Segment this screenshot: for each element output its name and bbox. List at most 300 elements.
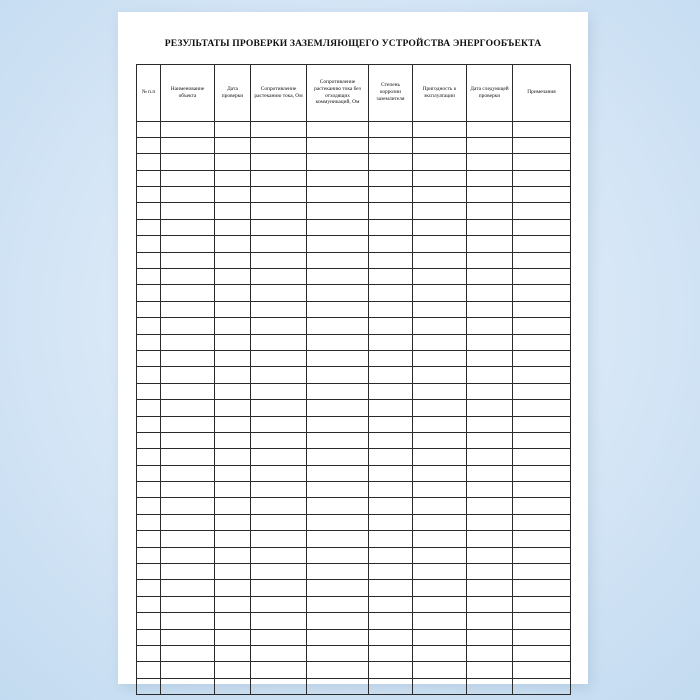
table-cell-no[interactable] <box>137 465 161 481</box>
table-cell-notes[interactable] <box>513 498 571 514</box>
table-cell-spread_resistance_no_conductors[interactable] <box>307 121 369 137</box>
table-row[interactable] <box>137 318 571 334</box>
table-cell-spread_resistance[interactable] <box>251 187 307 203</box>
table-cell-notes[interactable] <box>513 301 571 317</box>
table-cell-corrosion_degree[interactable] <box>369 465 413 481</box>
table-cell-next_check_date[interactable] <box>467 187 513 203</box>
table-cell-fitness[interactable] <box>413 187 467 203</box>
table-cell-notes[interactable] <box>513 170 571 186</box>
table-cell-spread_resistance[interactable] <box>251 416 307 432</box>
table-cell-notes[interactable] <box>513 203 571 219</box>
table-cell-spread_resistance[interactable] <box>251 301 307 317</box>
table-cell-corrosion_degree[interactable] <box>369 400 413 416</box>
table-cell-notes[interactable] <box>513 367 571 383</box>
table-cell-fitness[interactable] <box>413 121 467 137</box>
table-cell-no[interactable] <box>137 252 161 268</box>
table-cell-spread_resistance[interactable] <box>251 498 307 514</box>
table-cell-object_name[interactable] <box>161 432 215 448</box>
table-cell-spread_resistance_no_conductors[interactable] <box>307 203 369 219</box>
table-row[interactable] <box>137 219 571 235</box>
table-cell-fitness[interactable] <box>413 137 467 153</box>
table-cell-no[interactable] <box>137 318 161 334</box>
table-cell-spread_resistance_no_conductors[interactable] <box>307 514 369 530</box>
table-row[interactable] <box>137 121 571 137</box>
table-cell-next_check_date[interactable] <box>467 596 513 612</box>
table-cell-notes[interactable] <box>513 154 571 170</box>
table-cell-notes[interactable] <box>513 432 571 448</box>
table-cell-fitness[interactable] <box>413 564 467 580</box>
table-cell-spread_resistance[interactable] <box>251 154 307 170</box>
table-cell-notes[interactable] <box>513 383 571 399</box>
table-cell-fitness[interactable] <box>413 416 467 432</box>
table-cell-notes[interactable] <box>513 269 571 285</box>
table-cell-fitness[interactable] <box>413 252 467 268</box>
table-cell-no[interactable] <box>137 137 161 153</box>
table-cell-notes[interactable] <box>513 350 571 366</box>
table-cell-no[interactable] <box>137 154 161 170</box>
table-cell-spread_resistance[interactable] <box>251 580 307 596</box>
table-cell-notes[interactable] <box>513 629 571 645</box>
table-cell-check_date[interactable] <box>215 482 251 498</box>
table-cell-notes[interactable] <box>513 252 571 268</box>
table-cell-notes[interactable] <box>513 596 571 612</box>
table-cell-fitness[interactable] <box>413 596 467 612</box>
table-cell-no[interactable] <box>137 170 161 186</box>
table-cell-object_name[interactable] <box>161 580 215 596</box>
table-cell-corrosion_degree[interactable] <box>369 449 413 465</box>
table-cell-corrosion_degree[interactable] <box>369 285 413 301</box>
table-cell-next_check_date[interactable] <box>467 252 513 268</box>
table-cell-check_date[interactable] <box>215 514 251 530</box>
table-cell-fitness[interactable] <box>413 285 467 301</box>
table-cell-spread_resistance[interactable] <box>251 449 307 465</box>
table-cell-fitness[interactable] <box>413 498 467 514</box>
table-cell-spread_resistance_no_conductors[interactable] <box>307 646 369 662</box>
table-cell-corrosion_degree[interactable] <box>369 547 413 563</box>
table-row[interactable] <box>137 449 571 465</box>
table-cell-notes[interactable] <box>513 482 571 498</box>
table-cell-object_name[interactable] <box>161 367 215 383</box>
table-cell-fitness[interactable] <box>413 383 467 399</box>
table-cell-next_check_date[interactable] <box>467 514 513 530</box>
table-cell-spread_resistance_no_conductors[interactable] <box>307 580 369 596</box>
table-cell-corrosion_degree[interactable] <box>369 203 413 219</box>
table-cell-corrosion_degree[interactable] <box>369 580 413 596</box>
table-cell-check_date[interactable] <box>215 416 251 432</box>
table-cell-check_date[interactable] <box>215 252 251 268</box>
table-cell-next_check_date[interactable] <box>467 203 513 219</box>
table-cell-no[interactable] <box>137 580 161 596</box>
table-cell-check_date[interactable] <box>215 678 251 694</box>
table-cell-next_check_date[interactable] <box>467 219 513 235</box>
table-cell-object_name[interactable] <box>161 383 215 399</box>
table-cell-fitness[interactable] <box>413 514 467 530</box>
table-cell-corrosion_degree[interactable] <box>369 367 413 383</box>
table-cell-check_date[interactable] <box>215 596 251 612</box>
table-cell-object_name[interactable] <box>161 400 215 416</box>
table-cell-fitness[interactable] <box>413 580 467 596</box>
table-cell-spread_resistance_no_conductors[interactable] <box>307 400 369 416</box>
table-cell-spread_resistance[interactable] <box>251 285 307 301</box>
table-row[interactable] <box>137 187 571 203</box>
table-cell-next_check_date[interactable] <box>467 531 513 547</box>
table-cell-corrosion_degree[interactable] <box>369 514 413 530</box>
table-cell-next_check_date[interactable] <box>467 285 513 301</box>
table-cell-corrosion_degree[interactable] <box>369 629 413 645</box>
table-cell-next_check_date[interactable] <box>467 301 513 317</box>
table-cell-notes[interactable] <box>513 187 571 203</box>
table-cell-spread_resistance_no_conductors[interactable] <box>307 301 369 317</box>
table-cell-notes[interactable] <box>513 285 571 301</box>
table-row[interactable] <box>137 646 571 662</box>
table-cell-object_name[interactable] <box>161 596 215 612</box>
table-cell-check_date[interactable] <box>215 367 251 383</box>
table-cell-notes[interactable] <box>513 449 571 465</box>
table-row[interactable] <box>137 514 571 530</box>
table-cell-corrosion_degree[interactable] <box>369 678 413 694</box>
table-cell-check_date[interactable] <box>215 121 251 137</box>
table-cell-object_name[interactable] <box>161 203 215 219</box>
table-cell-spread_resistance_no_conductors[interactable] <box>307 629 369 645</box>
table-cell-next_check_date[interactable] <box>467 547 513 563</box>
table-cell-object_name[interactable] <box>161 269 215 285</box>
table-cell-next_check_date[interactable] <box>467 269 513 285</box>
table-row[interactable] <box>137 269 571 285</box>
table-cell-corrosion_degree[interactable] <box>369 596 413 612</box>
table-cell-spread_resistance_no_conductors[interactable] <box>307 596 369 612</box>
table-cell-fitness[interactable] <box>413 367 467 383</box>
table-cell-spread_resistance_no_conductors[interactable] <box>307 465 369 481</box>
table-cell-spread_resistance[interactable] <box>251 252 307 268</box>
table-cell-corrosion_degree[interactable] <box>369 252 413 268</box>
table-cell-spread_resistance_no_conductors[interactable] <box>307 170 369 186</box>
table-cell-corrosion_degree[interactable] <box>369 187 413 203</box>
table-row[interactable] <box>137 252 571 268</box>
table-cell-object_name[interactable] <box>161 678 215 694</box>
table-row[interactable] <box>137 482 571 498</box>
table-cell-corrosion_degree[interactable] <box>369 613 413 629</box>
table-cell-spread_resistance_no_conductors[interactable] <box>307 137 369 153</box>
table-cell-check_date[interactable] <box>215 629 251 645</box>
table-cell-check_date[interactable] <box>215 236 251 252</box>
table-row[interactable] <box>137 236 571 252</box>
table-cell-object_name[interactable] <box>161 301 215 317</box>
table-cell-spread_resistance_no_conductors[interactable] <box>307 482 369 498</box>
table-cell-no[interactable] <box>137 121 161 137</box>
table-cell-check_date[interactable] <box>215 383 251 399</box>
table-cell-next_check_date[interactable] <box>467 662 513 678</box>
table-cell-spread_resistance_no_conductors[interactable] <box>307 613 369 629</box>
table-cell-no[interactable] <box>137 498 161 514</box>
table-cell-fitness[interactable] <box>413 547 467 563</box>
table-cell-notes[interactable] <box>513 678 571 694</box>
table-cell-next_check_date[interactable] <box>467 498 513 514</box>
table-cell-notes[interactable] <box>513 400 571 416</box>
table-cell-no[interactable] <box>137 547 161 563</box>
table-cell-no[interactable] <box>137 203 161 219</box>
table-cell-fitness[interactable] <box>413 219 467 235</box>
table-cell-notes[interactable] <box>513 334 571 350</box>
table-cell-fitness[interactable] <box>413 170 467 186</box>
table-cell-object_name[interactable] <box>161 613 215 629</box>
table-cell-next_check_date[interactable] <box>467 678 513 694</box>
table-row[interactable] <box>137 531 571 547</box>
table-cell-object_name[interactable] <box>161 252 215 268</box>
table-cell-check_date[interactable] <box>215 432 251 448</box>
table-cell-no[interactable] <box>137 514 161 530</box>
table-cell-fitness[interactable] <box>413 318 467 334</box>
table-cell-no[interactable] <box>137 269 161 285</box>
table-cell-spread_resistance_no_conductors[interactable] <box>307 318 369 334</box>
table-row[interactable] <box>137 400 571 416</box>
table-cell-fitness[interactable] <box>413 531 467 547</box>
table-cell-corrosion_degree[interactable] <box>369 154 413 170</box>
table-cell-corrosion_degree[interactable] <box>369 350 413 366</box>
table-cell-no[interactable] <box>137 482 161 498</box>
table-cell-spread_resistance_no_conductors[interactable] <box>307 252 369 268</box>
table-cell-no[interactable] <box>137 662 161 678</box>
table-cell-spread_resistance[interactable] <box>251 170 307 186</box>
table-cell-fitness[interactable] <box>413 646 467 662</box>
table-cell-spread_resistance_no_conductors[interactable] <box>307 498 369 514</box>
table-cell-corrosion_degree[interactable] <box>369 219 413 235</box>
table-cell-spread_resistance_no_conductors[interactable] <box>307 432 369 448</box>
table-cell-fitness[interactable] <box>413 465 467 481</box>
table-row[interactable] <box>137 154 571 170</box>
table-row[interactable] <box>137 596 571 612</box>
table-cell-no[interactable] <box>137 416 161 432</box>
table-cell-next_check_date[interactable] <box>467 629 513 645</box>
table-cell-no[interactable] <box>137 285 161 301</box>
table-cell-next_check_date[interactable] <box>467 482 513 498</box>
table-cell-spread_resistance[interactable] <box>251 269 307 285</box>
table-cell-spread_resistance[interactable] <box>251 350 307 366</box>
table-cell-check_date[interactable] <box>215 154 251 170</box>
table-cell-corrosion_degree[interactable] <box>369 318 413 334</box>
table-cell-next_check_date[interactable] <box>467 613 513 629</box>
table-cell-notes[interactable] <box>513 646 571 662</box>
table-cell-next_check_date[interactable] <box>467 646 513 662</box>
table-row[interactable] <box>137 629 571 645</box>
table-cell-notes[interactable] <box>513 580 571 596</box>
table-cell-check_date[interactable] <box>215 187 251 203</box>
table-cell-object_name[interactable] <box>161 514 215 530</box>
table-cell-spread_resistance[interactable] <box>251 137 307 153</box>
table-cell-spread_resistance[interactable] <box>251 662 307 678</box>
table-cell-corrosion_degree[interactable] <box>369 662 413 678</box>
table-cell-check_date[interactable] <box>215 269 251 285</box>
table-cell-no[interactable] <box>137 383 161 399</box>
table-cell-check_date[interactable] <box>215 498 251 514</box>
table-cell-notes[interactable] <box>513 613 571 629</box>
table-cell-corrosion_degree[interactable] <box>369 269 413 285</box>
table-cell-spread_resistance[interactable] <box>251 629 307 645</box>
table-cell-spread_resistance[interactable] <box>251 219 307 235</box>
table-cell-spread_resistance_no_conductors[interactable] <box>307 662 369 678</box>
table-cell-spread_resistance[interactable] <box>251 678 307 694</box>
table-cell-spread_resistance[interactable] <box>251 432 307 448</box>
table-cell-notes[interactable] <box>513 137 571 153</box>
table-cell-object_name[interactable] <box>161 121 215 137</box>
table-cell-check_date[interactable] <box>215 662 251 678</box>
table-cell-object_name[interactable] <box>161 219 215 235</box>
table-cell-spread_resistance_no_conductors[interactable] <box>307 187 369 203</box>
table-cell-fitness[interactable] <box>413 350 467 366</box>
table-cell-corrosion_degree[interactable] <box>369 383 413 399</box>
table-cell-object_name[interactable] <box>161 187 215 203</box>
table-cell-check_date[interactable] <box>215 350 251 366</box>
table-cell-notes[interactable] <box>513 121 571 137</box>
table-cell-object_name[interactable] <box>161 449 215 465</box>
table-cell-object_name[interactable] <box>161 137 215 153</box>
table-cell-fitness[interactable] <box>413 269 467 285</box>
table-cell-spread_resistance[interactable] <box>251 613 307 629</box>
table-cell-object_name[interactable] <box>161 498 215 514</box>
table-cell-next_check_date[interactable] <box>467 449 513 465</box>
table-cell-corrosion_degree[interactable] <box>369 416 413 432</box>
table-cell-no[interactable] <box>137 449 161 465</box>
table-cell-spread_resistance_no_conductors[interactable] <box>307 236 369 252</box>
table-cell-check_date[interactable] <box>215 613 251 629</box>
table-row[interactable] <box>137 301 571 317</box>
table-cell-fitness[interactable] <box>413 449 467 465</box>
table-cell-fitness[interactable] <box>413 662 467 678</box>
table-cell-corrosion_degree[interactable] <box>369 432 413 448</box>
table-cell-no[interactable] <box>137 187 161 203</box>
table-cell-corrosion_degree[interactable] <box>369 137 413 153</box>
table-row[interactable] <box>137 580 571 596</box>
table-cell-check_date[interactable] <box>215 219 251 235</box>
table-cell-corrosion_degree[interactable] <box>369 498 413 514</box>
table-cell-no[interactable] <box>137 334 161 350</box>
table-cell-corrosion_degree[interactable] <box>369 121 413 137</box>
table-row[interactable] <box>137 613 571 629</box>
table-cell-fitness[interactable] <box>413 203 467 219</box>
table-cell-fitness[interactable] <box>413 482 467 498</box>
table-cell-fitness[interactable] <box>413 334 467 350</box>
table-cell-spread_resistance[interactable] <box>251 236 307 252</box>
table-cell-object_name[interactable] <box>161 285 215 301</box>
table-cell-next_check_date[interactable] <box>467 236 513 252</box>
table-cell-spread_resistance_no_conductors[interactable] <box>307 350 369 366</box>
table-cell-spread_resistance_no_conductors[interactable] <box>307 416 369 432</box>
table-cell-next_check_date[interactable] <box>467 350 513 366</box>
table-cell-check_date[interactable] <box>215 137 251 153</box>
table-cell-corrosion_degree[interactable] <box>369 170 413 186</box>
table-cell-next_check_date[interactable] <box>467 318 513 334</box>
table-cell-notes[interactable] <box>513 662 571 678</box>
table-cell-spread_resistance[interactable] <box>251 318 307 334</box>
table-cell-next_check_date[interactable] <box>467 580 513 596</box>
table-cell-object_name[interactable] <box>161 350 215 366</box>
table-cell-check_date[interactable] <box>215 318 251 334</box>
table-cell-spread_resistance[interactable] <box>251 400 307 416</box>
table-cell-no[interactable] <box>137 236 161 252</box>
table-cell-fitness[interactable] <box>413 629 467 645</box>
table-cell-check_date[interactable] <box>215 285 251 301</box>
table-cell-object_name[interactable] <box>161 154 215 170</box>
table-cell-object_name[interactable] <box>161 482 215 498</box>
table-cell-next_check_date[interactable] <box>467 170 513 186</box>
table-cell-corrosion_degree[interactable] <box>369 482 413 498</box>
table-cell-no[interactable] <box>137 629 161 645</box>
table-cell-next_check_date[interactable] <box>467 564 513 580</box>
table-row[interactable] <box>137 367 571 383</box>
table-cell-notes[interactable] <box>513 219 571 235</box>
table-cell-fitness[interactable] <box>413 613 467 629</box>
table-row[interactable] <box>137 170 571 186</box>
table-cell-notes[interactable] <box>513 416 571 432</box>
table-row[interactable] <box>137 416 571 432</box>
table-cell-spread_resistance[interactable] <box>251 465 307 481</box>
table-cell-object_name[interactable] <box>161 662 215 678</box>
table-cell-next_check_date[interactable] <box>467 432 513 448</box>
table-row[interactable] <box>137 285 571 301</box>
table-cell-spread_resistance_no_conductors[interactable] <box>307 531 369 547</box>
table-cell-next_check_date[interactable] <box>467 383 513 399</box>
table-cell-check_date[interactable] <box>215 564 251 580</box>
table-cell-notes[interactable] <box>513 465 571 481</box>
table-cell-next_check_date[interactable] <box>467 400 513 416</box>
table-cell-next_check_date[interactable] <box>467 154 513 170</box>
table-cell-next_check_date[interactable] <box>467 334 513 350</box>
table-cell-spread_resistance[interactable] <box>251 334 307 350</box>
table-cell-fitness[interactable] <box>413 301 467 317</box>
table-cell-notes[interactable] <box>513 564 571 580</box>
table-cell-no[interactable] <box>137 350 161 366</box>
table-cell-check_date[interactable] <box>215 301 251 317</box>
table-row[interactable] <box>137 547 571 563</box>
table-cell-notes[interactable] <box>513 318 571 334</box>
table-cell-spread_resistance_no_conductors[interactable] <box>307 334 369 350</box>
table-cell-next_check_date[interactable] <box>467 121 513 137</box>
table-cell-check_date[interactable] <box>215 465 251 481</box>
table-cell-spread_resistance_no_conductors[interactable] <box>307 219 369 235</box>
table-cell-spread_resistance[interactable] <box>251 383 307 399</box>
table-cell-no[interactable] <box>137 367 161 383</box>
table-cell-corrosion_degree[interactable] <box>369 646 413 662</box>
table-row[interactable] <box>137 678 571 694</box>
table-row[interactable] <box>137 498 571 514</box>
table-cell-spread_resistance_no_conductors[interactable] <box>307 547 369 563</box>
table-cell-spread_resistance[interactable] <box>251 482 307 498</box>
table-cell-no[interactable] <box>137 646 161 662</box>
table-cell-check_date[interactable] <box>215 170 251 186</box>
table-cell-object_name[interactable] <box>161 334 215 350</box>
table-cell-next_check_date[interactable] <box>467 137 513 153</box>
table-row[interactable] <box>137 465 571 481</box>
table-cell-check_date[interactable] <box>215 449 251 465</box>
table-row[interactable] <box>137 662 571 678</box>
table-cell-spread_resistance[interactable] <box>251 646 307 662</box>
table-cell-object_name[interactable] <box>161 547 215 563</box>
table-cell-next_check_date[interactable] <box>467 416 513 432</box>
table-cell-corrosion_degree[interactable] <box>369 334 413 350</box>
table-row[interactable] <box>137 432 571 448</box>
table-cell-no[interactable] <box>137 678 161 694</box>
table-cell-spread_resistance_no_conductors[interactable] <box>307 383 369 399</box>
table-cell-spread_resistance[interactable] <box>251 547 307 563</box>
table-cell-spread_resistance[interactable] <box>251 596 307 612</box>
table-cell-check_date[interactable] <box>215 547 251 563</box>
table-cell-spread_resistance_no_conductors[interactable] <box>307 678 369 694</box>
table-cell-notes[interactable] <box>513 531 571 547</box>
table-cell-fitness[interactable] <box>413 154 467 170</box>
table-cell-spread_resistance[interactable] <box>251 564 307 580</box>
table-cell-spread_resistance_no_conductors[interactable] <box>307 564 369 580</box>
table-cell-spread_resistance[interactable] <box>251 121 307 137</box>
table-cell-corrosion_degree[interactable] <box>369 301 413 317</box>
